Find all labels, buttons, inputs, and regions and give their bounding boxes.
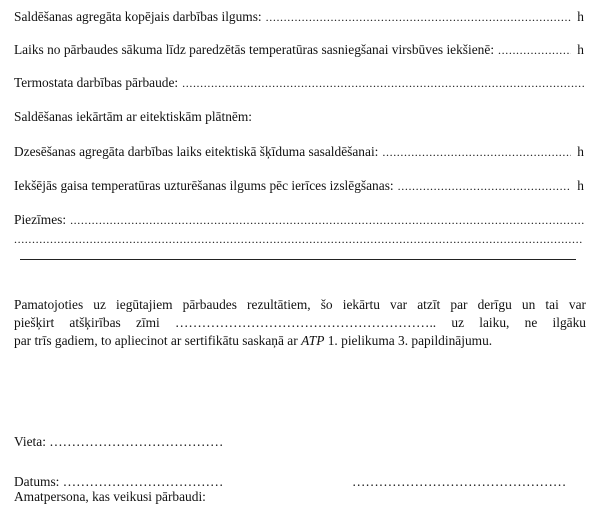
field-laiks <box>14 41 584 59</box>
signature-blank[interactable]: ………………………………………… <box>352 474 567 489</box>
field-piezimes-label: Piezīmes: <box>14 212 67 227</box>
field-laiks-label: Laiks no pārbaudes sākuma līdz paredzētās temperatūras sasniegšanai virsbūves iekšienē: <box>14 42 495 57</box>
field-termostats <box>14 74 584 92</box>
atp-reference: ATP <box>301 333 325 348</box>
divider-line <box>20 259 576 260</box>
piezimes-extra-line[interactable] <box>14 232 582 246</box>
field-laiks-blank[interactable] <box>498 41 571 59</box>
amatpersona-label: Amatpersona, kas veikusi pārbaudi: <box>14 489 206 504</box>
field-agregats-unit: h <box>577 9 584 24</box>
conclusion-line-3: par trīs gadiem, to apliecinot ar sertifikātu saskaņā ar ATP 1. pielikuma 3. papildinājumu. <box>14 333 493 348</box>
field-dzesesana <box>14 143 584 161</box>
field-piezimes <box>14 211 584 229</box>
field-termostats-blank[interactable] <box>182 74 584 92</box>
field-iekseja-blank[interactable] <box>398 177 572 195</box>
field-dzesesana-blank[interactable] <box>382 143 571 161</box>
datums-field[interactable]: Datums: ……………………………… <box>14 474 224 489</box>
field-dzesesana-unit: h <box>577 144 584 159</box>
field-iekseja-unit: h <box>577 178 584 193</box>
field-agregats-blank[interactable] <box>266 8 572 26</box>
field-piezimes-blank[interactable] <box>70 211 584 229</box>
field-agregats-label: Saldēšanas agregāta kopējais darbības ilgums: <box>14 9 262 24</box>
conclusion-paragraph <box>14 296 586 350</box>
field-laiks-unit: h <box>577 42 584 57</box>
vieta-field[interactable]: Vieta: ………………………………… <box>14 434 224 449</box>
eitektiskas-heading: Saldēšanas iekārtām ar eitektiskām plātnēm: <box>14 109 252 124</box>
field-termostats-label: Termostata darbības pārbaude: <box>14 75 179 90</box>
field-dzesesana-label: Dzesēšanas agregāta darbības laiks eitektiskā šķīduma sasaldēšanai: <box>14 144 379 159</box>
conclusion-line-2: piešķirt atšķirības zīmi ………………………………………………….. uz laiku, ne ilgāku <box>14 315 586 330</box>
field-agregats <box>14 8 584 26</box>
field-iekseja-label: Iekšējās gaisa temperatūras uzturēšanas ilgums pēc ierīces izslēgšanas: <box>14 178 394 193</box>
conclusion-line-1: Pamatojoties uz iegūtajiem pārbaudes rezultātiem, šo iekārtu var atzīt par derīgu un tai var <box>14 297 586 312</box>
field-iekseja <box>14 177 584 195</box>
